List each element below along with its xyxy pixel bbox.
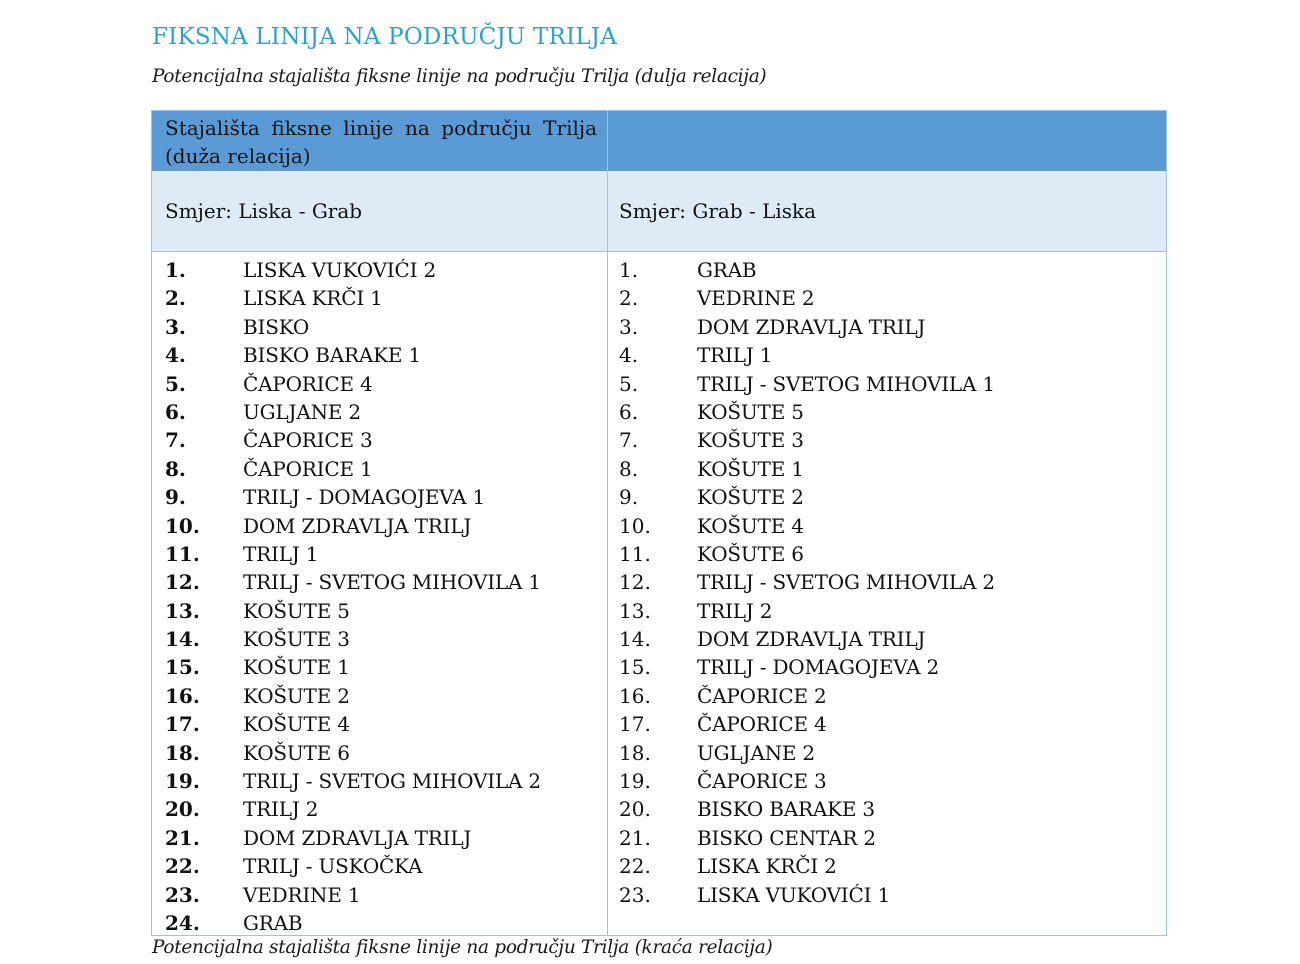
list-item	[165, 540, 595, 568]
stop-number: 2.	[165, 286, 186, 311]
list-item	[619, 767, 1159, 795]
list-item	[165, 710, 595, 738]
list-item	[619, 824, 1159, 852]
list-item	[619, 881, 1159, 909]
list-item	[619, 455, 1159, 483]
stop-number: 13.	[165, 598, 200, 623]
list-item	[619, 483, 1159, 511]
stop-number: 5.	[165, 371, 186, 396]
list-item	[619, 653, 1159, 681]
stop-number: 11.	[165, 541, 200, 566]
list-item	[165, 341, 595, 369]
list-item	[165, 568, 595, 596]
list-item	[619, 540, 1159, 568]
table-caption-top: Potencijalna stajališta fiksne linije na području Trilja (dulja relacija)	[152, 66, 767, 87]
stop-number: 4.	[619, 343, 639, 368]
stop-name: LISKA VUKOVIĆI 2	[243, 258, 436, 282]
list-item	[165, 909, 595, 937]
stop-number: 23.	[165, 882, 200, 907]
stop-name: UGLJANE 2	[697, 740, 815, 765]
list-item	[165, 682, 595, 710]
stop-number: 10.	[165, 513, 200, 538]
list-item	[165, 256, 595, 284]
stop-name: KOŠUTE 5	[243, 598, 350, 623]
stop-name: TRILJ - DOMAGOJEVA 1	[243, 485, 486, 510]
direction-grab-liska: Smjer: Grab - Liska	[619, 199, 817, 223]
stop-number: 14.	[619, 627, 651, 652]
list-item	[165, 313, 595, 341]
stop-number: 10.	[619, 513, 651, 538]
list-item	[619, 313, 1159, 341]
stop-name: TRILJ 1	[243, 541, 319, 566]
stop-name: UGLJANE 2	[243, 399, 361, 424]
stop-name: LISKA KRČI 2	[697, 854, 837, 879]
stop-name: TRILJ - SVETOG MIHOVILA 2	[697, 570, 995, 595]
list-item	[165, 739, 595, 767]
stop-number: 12.	[619, 570, 651, 595]
list-item	[165, 512, 595, 540]
stop-number: 6.	[165, 399, 186, 424]
stop-number: 4.	[165, 343, 186, 368]
stop-name: DOM ZDRAVLJA TRILJ	[697, 314, 926, 339]
stop-name: KOŠUTE 1	[697, 456, 804, 481]
stop-name: TRILJ - SVETOG MIHOVILA 2	[243, 769, 541, 794]
stop-number: 9.	[165, 485, 186, 510]
stop-name: KOŠUTE 2	[697, 485, 804, 510]
list-item	[619, 625, 1159, 653]
list-item	[165, 597, 595, 625]
stop-number: 15.	[165, 655, 200, 680]
stop-number: 2.	[619, 286, 639, 311]
stop-name: TRILJ - SVETOG MIHOVILA 1	[243, 570, 541, 595]
list-item	[619, 512, 1159, 540]
stop-name: TRILJ - DOMAGOJEVA 2	[697, 655, 940, 680]
list-item	[165, 398, 595, 426]
document-heading: FIKSNA LINIJA NA PODRUČJU TRILJA	[152, 24, 618, 50]
stop-number: 14.	[165, 627, 200, 652]
stop-number: 1.	[165, 258, 186, 282]
list-item	[619, 370, 1159, 398]
list-item	[165, 625, 595, 653]
stop-name: KOŠUTE 5	[697, 399, 804, 424]
stop-number: 7.	[619, 428, 639, 453]
stop-number: 18.	[619, 740, 651, 765]
stop-number: 22.	[619, 854, 651, 879]
stop-name: KOŠUTE 4	[697, 513, 804, 538]
stops-list-liska-grab	[165, 256, 595, 937]
stop-number: 6.	[619, 399, 639, 424]
stop-name: LISKA KRČI 1	[243, 286, 383, 311]
table-header-row	[152, 111, 1166, 172]
stop-number: 5.	[619, 371, 639, 396]
stop-name: TRILJ 1	[697, 343, 773, 368]
stop-name: ČAPORICE 1	[243, 456, 373, 481]
list-item	[619, 852, 1159, 880]
stops-list-grab-liska	[619, 256, 1159, 909]
stop-number: 17.	[619, 712, 651, 737]
stop-name: LISKA VUKOVIĆI 1	[697, 882, 890, 907]
list-item	[165, 370, 595, 398]
stop-name: KOŠUTE 2	[243, 683, 350, 708]
column-divider	[607, 111, 608, 935]
stop-number: 23.	[619, 882, 651, 907]
stop-name: GRAB	[243, 910, 303, 935]
list-item	[619, 739, 1159, 767]
stop-number: 13.	[619, 598, 651, 623]
list-item	[165, 653, 595, 681]
list-item	[165, 881, 595, 909]
list-item	[619, 426, 1159, 454]
list-item	[619, 795, 1159, 823]
list-item	[619, 284, 1159, 312]
stop-name: DOM ZDRAVLJA TRILJ	[243, 825, 472, 850]
table-direction-row	[152, 171, 1166, 252]
stop-name: ČAPORICE 2	[697, 683, 827, 708]
list-item	[165, 795, 595, 823]
list-item	[165, 426, 595, 454]
stop-number: 17.	[165, 712, 200, 737]
stop-name: TRILJ - SVETOG MIHOVILA 1	[697, 371, 995, 396]
stop-number: 7.	[165, 428, 186, 453]
list-item	[619, 710, 1159, 738]
stop-number: 20.	[165, 797, 200, 822]
stops-table	[151, 110, 1167, 936]
stop-name: TRILJ 2	[697, 598, 773, 623]
stop-name: BISKO	[243, 314, 310, 339]
list-item	[619, 398, 1159, 426]
stop-name: KOŠUTE 3	[243, 627, 350, 652]
stop-name: DOM ZDRAVLJA TRILJ	[243, 513, 472, 538]
stop-name: ČAPORICE 3	[697, 769, 827, 794]
stop-number: 16.	[619, 683, 651, 708]
list-item	[619, 597, 1159, 625]
stop-name: ČAPORICE 3	[243, 428, 373, 453]
stop-name: KOŠUTE 6	[243, 740, 350, 765]
stop-number: 3.	[165, 314, 186, 339]
list-item	[165, 852, 595, 880]
stop-number: 1.	[619, 258, 639, 282]
stop-name: VEDRINE 2	[697, 286, 815, 311]
stop-number: 8.	[619, 456, 639, 481]
stop-number: 9.	[619, 485, 639, 510]
stop-number: 22.	[165, 854, 200, 879]
table-caption-bottom: Potencijalna stajališta fiksne linije na području Trilja (kraća relacija)	[152, 937, 773, 958]
stop-number: 21.	[165, 825, 200, 850]
stop-number: 3.	[619, 314, 639, 339]
stop-name: KOŠUTE 4	[243, 712, 350, 737]
list-item	[619, 568, 1159, 596]
stop-number: 8.	[165, 456, 186, 481]
stop-number: 19.	[619, 769, 651, 794]
stop-number: 15.	[619, 655, 651, 680]
list-item	[165, 824, 595, 852]
stop-name: VEDRINE 1	[243, 882, 361, 907]
stop-name: BISKO CENTAR 2	[697, 825, 876, 850]
list-item	[619, 341, 1159, 369]
stop-number: 18.	[165, 740, 200, 765]
stop-name: ČAPORICE 4	[243, 371, 373, 396]
stop-number: 11.	[619, 541, 651, 566]
list-item	[619, 256, 1159, 284]
stop-name: GRAB	[697, 258, 757, 282]
stop-name: KOŠUTE 6	[697, 541, 804, 566]
stop-number: 21.	[619, 825, 651, 850]
stop-number: 20.	[619, 797, 651, 822]
stop-name: ČAPORICE 4	[697, 712, 827, 737]
direction-liska-grab: Smjer: Liska - Grab	[165, 199, 363, 223]
stop-name: BISKO BARAKE 3	[697, 797, 875, 822]
list-item	[165, 483, 595, 511]
list-item	[619, 682, 1159, 710]
stop-number: 19.	[165, 769, 200, 794]
stop-name: TRILJ 2	[243, 797, 319, 822]
stop-name: DOM ZDRAVLJA TRILJ	[697, 627, 926, 652]
stop-name: TRILJ - USKOČKA	[243, 854, 423, 879]
stop-name: KOŠUTE 3	[697, 428, 804, 453]
list-item	[165, 767, 595, 795]
list-item	[165, 284, 595, 312]
stop-number: 24.	[165, 910, 200, 935]
stop-number: 12.	[165, 570, 200, 595]
table-title: Stajališta fiksne linije na području Trilja (duža relacija)	[165, 116, 597, 168]
list-item	[165, 455, 595, 483]
stop-name: BISKO BARAKE 1	[243, 343, 421, 368]
stop-name: KOŠUTE 1	[243, 655, 350, 680]
stop-number: 16.	[165, 683, 200, 708]
